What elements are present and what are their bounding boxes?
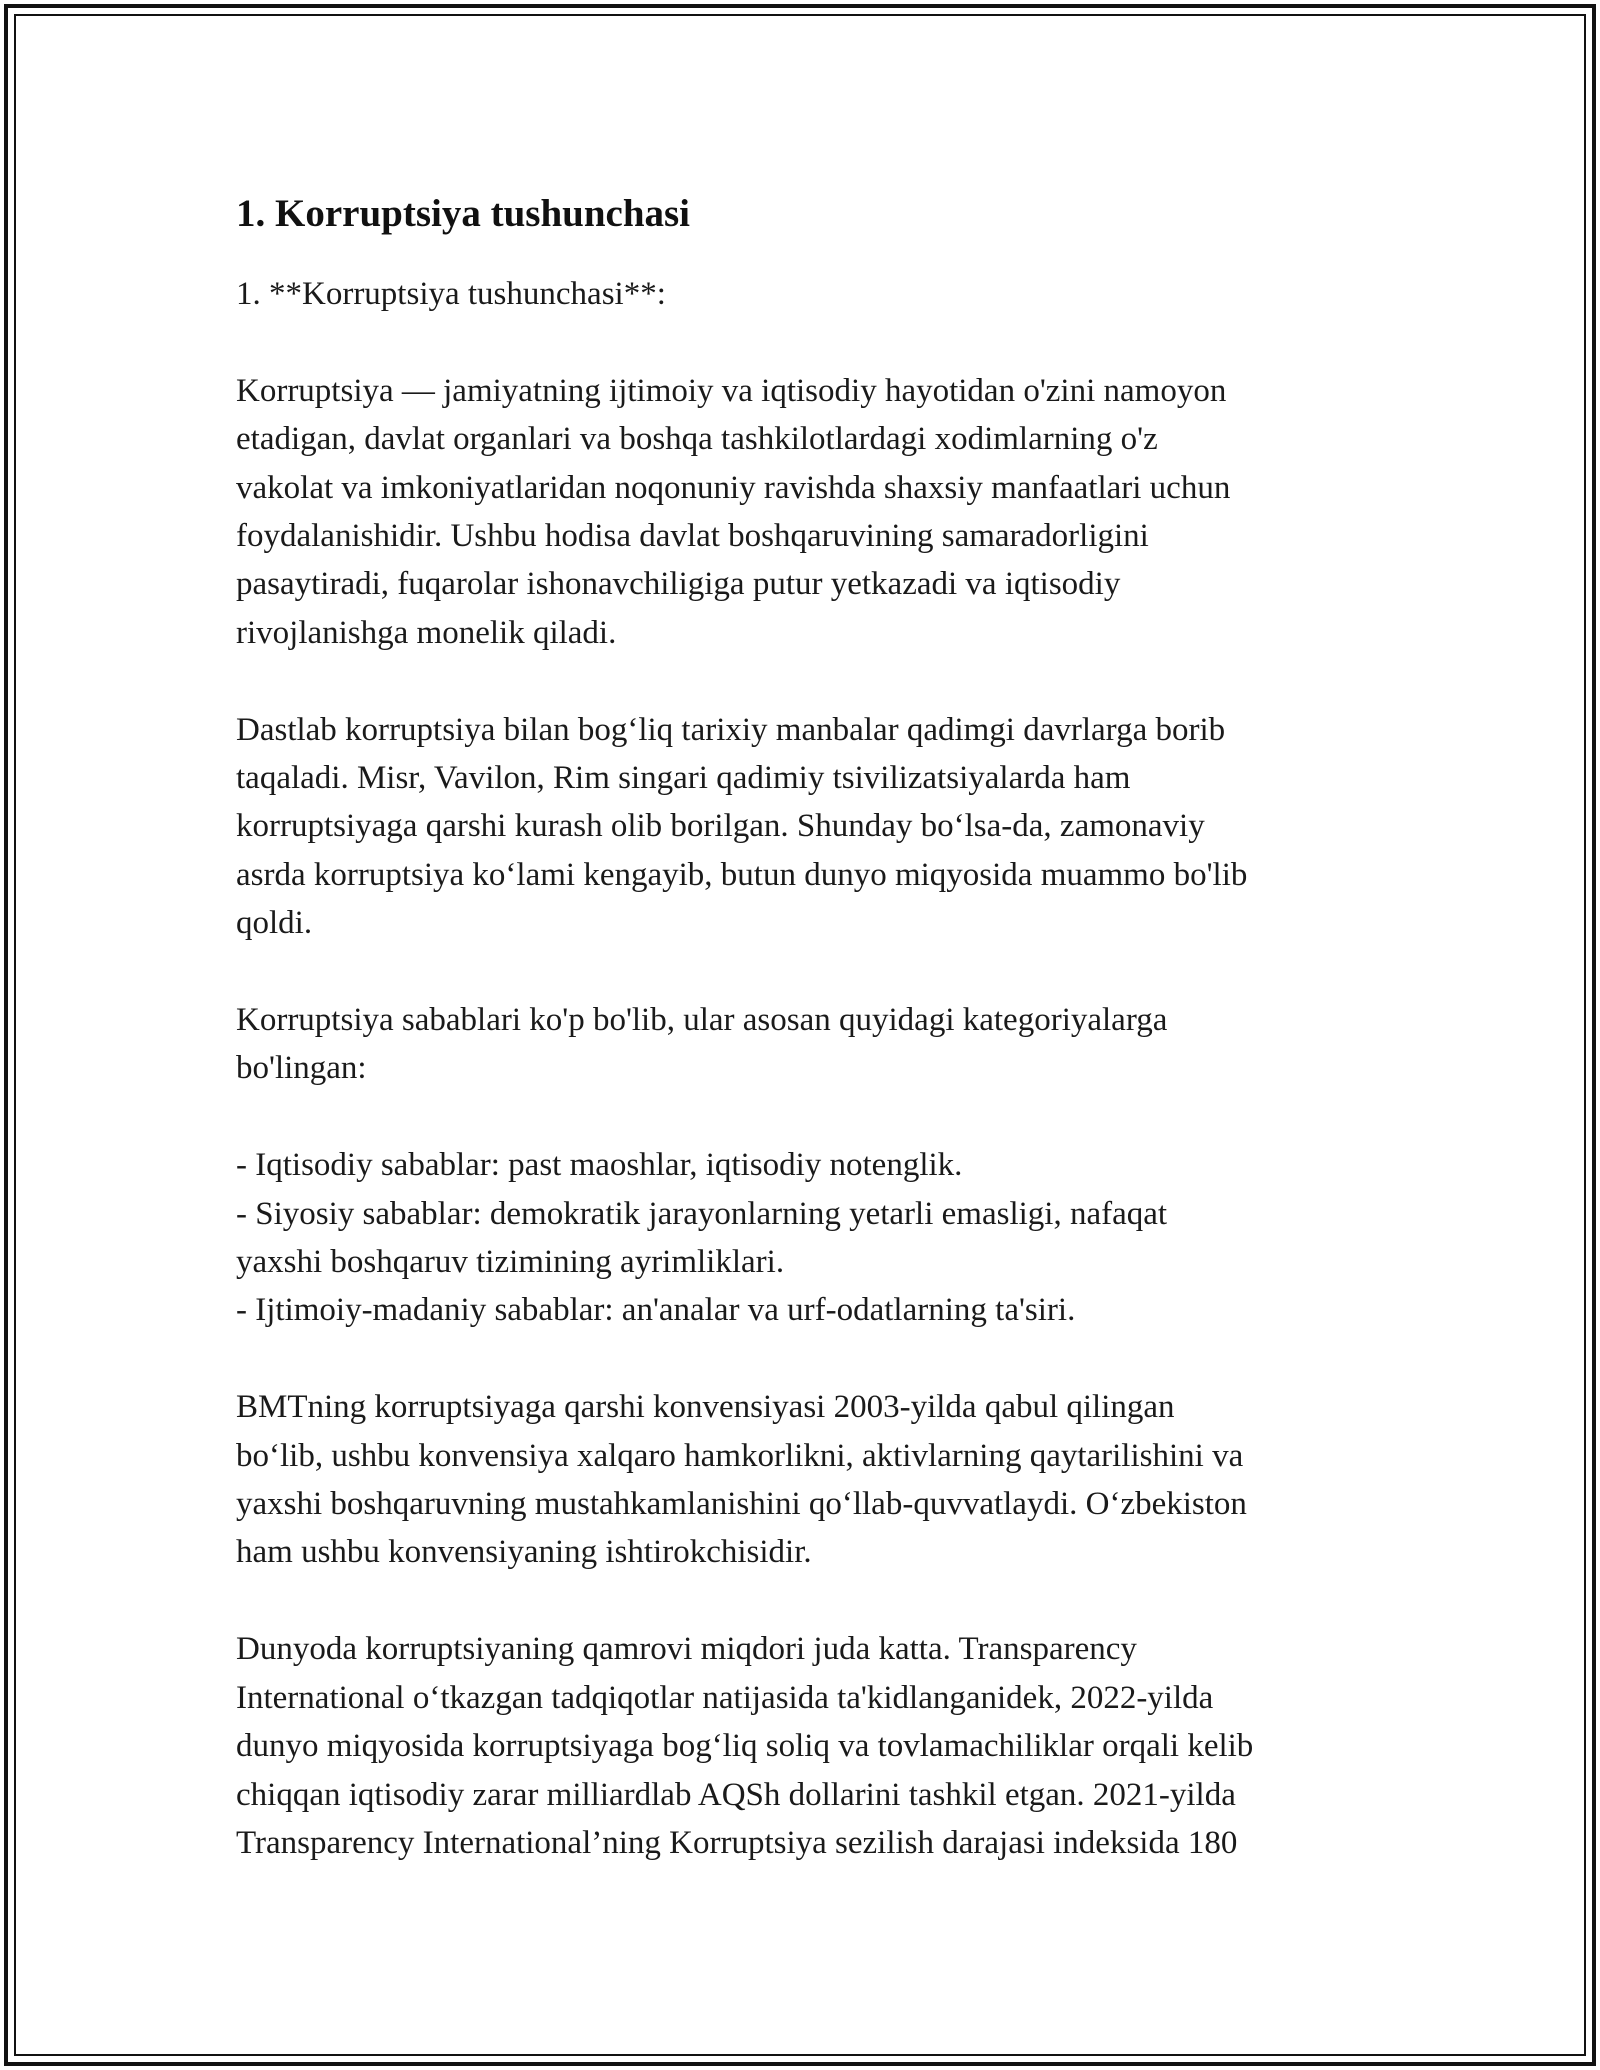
text-line: BMTning korruptsiyaga qarshi konvensiyasi 2003-yilda qabul qilingan — [236, 1389, 1175, 1426]
text-line: ham ushbu konvensiyaning ishtirokchisidir. — [236, 1534, 812, 1571]
text-line: asrda korruptsiya ko‘lami kengayib, butun dunyo miqyosida muammo bo'lib — [236, 856, 1248, 893]
list-item-continuation: yaxshi boshqaruv tizimining ayrimliklari. — [236, 1244, 785, 1281]
text-line: Transparency International’ning Korruptsiya sezilish darajasi indeksida 180 — [236, 1824, 1238, 1861]
document-body — [236, 184, 1376, 1916]
paragraph-history — [236, 706, 1376, 948]
causes-list — [236, 1141, 1376, 1335]
paragraph-global-scope — [236, 1625, 1376, 1867]
list-item: - Ijtimoiy-madaniy sabablar: an'analar va urf-odatlarning ta'siri. — [236, 1292, 1076, 1329]
text-line: bo'lingan: — [236, 1050, 367, 1087]
text-line: Korruptsiya sabablari ko'p bo'lib, ular asosan quyidagi kategoriyalarga — [236, 1002, 1168, 1039]
text-line: Dastlab korruptsiya bilan bog‘liq tarixiy manbalar qadimgi davrlarga borib — [236, 711, 1226, 748]
text-line: Korruptsiya — jamiyatning ijtimoiy va iqtisodiy hayotidan o'zini namoyon — [236, 372, 1227, 409]
text-line: foydalanishidir. Ushbu hodisa davlat boshqaruvining samaradorligini — [236, 518, 1149, 555]
text-line: etadigan, davlat organlari va boshqa tashkilotlardagi xodimlarning o'z — [236, 421, 1158, 458]
text-line: pasaytiradi, fuqarolar ishonavchiligiga putur yetkazadi va iqtisodiy — [236, 566, 1121, 603]
text-line: dunyo miqyosida korruptsiyaga bog‘liq soliq va tovlamachiliklar orqali kelib — [236, 1728, 1254, 1765]
list-item: - Siyosiy sabablar: demokratik jarayonlarning yetarli emasligi, nafaqat — [236, 1195, 1168, 1232]
list-item: - Iqtisodiy sabablar: past maoshlar, iqtisodiy notenglik. — [236, 1147, 963, 1184]
document-subheading: 1. **Korruptsiya tushunchasi**: — [236, 276, 666, 312]
paragraph-definition — [236, 367, 1376, 657]
text-line: Dunyoda korruptsiyaning qamrovi miqdori juda katta. Transparency — [236, 1631, 1137, 1668]
text-line: vakolat va imkoniyatlaridan noqonuniy ravishda shaxsiy manfaatlari uchun — [236, 469, 1231, 506]
text-line: korruptsiyaga qarshi kurash olib borilgan. Shunday bo‘lsa-da, zamonaviy — [236, 808, 1205, 845]
text-line: chiqqan iqtisodiy zarar milliardlab AQSh dollarini tashkil etgan. 2021-yilda — [236, 1776, 1236, 1813]
paragraph-un-convention — [236, 1383, 1376, 1577]
text-line: taqaladi. Misr, Vavilon, Rim singari qadimiy tsivilizatsiyalarda ham — [236, 760, 1131, 797]
document-heading: 1. Korruptsiya tushunchasi — [236, 192, 691, 235]
paragraph-causes-intro — [236, 996, 1376, 1093]
text-line: yaxshi boshqaruvning mustahkamlanishini qo‘llab-quvvatlaydi. O‘zbekiston — [236, 1486, 1247, 1523]
text-line: qoldi. — [236, 905, 313, 942]
text-line: International o‘tkazgan tadqiqotlar natijasida ta'kidlanganidek, 2022-yilda — [236, 1679, 1214, 1716]
text-line: rivojlanishga monelik qiladi. — [236, 614, 617, 651]
text-line: bo‘lib, ushbu konvensiya xalqaro hamkorlikni, aktivlarning qaytarilishini va — [236, 1437, 1244, 1474]
